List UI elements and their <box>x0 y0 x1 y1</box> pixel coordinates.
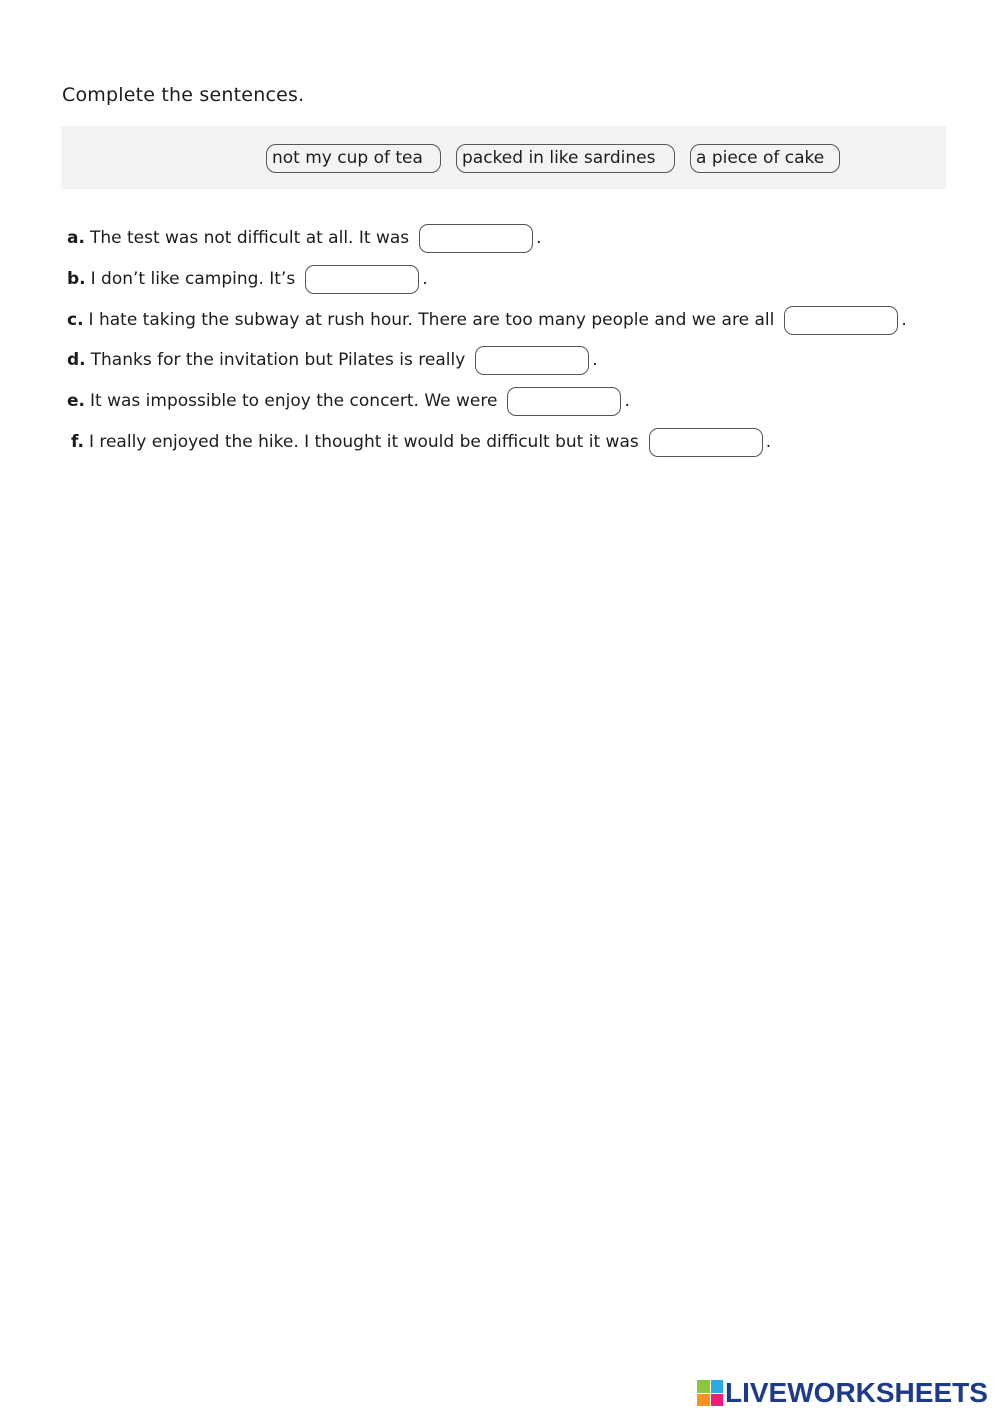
sentence-text: I don’t like camping. It’s <box>90 269 296 289</box>
sentence-d <box>67 345 598 375</box>
sentence-end: . <box>422 269 428 289</box>
sentence-a <box>67 223 542 253</box>
sentence-text: I hate taking the subway at rush hour. There are too many people and we are all <box>88 310 775 330</box>
sentence-c <box>67 305 907 335</box>
answer-drop-box-d[interactable] <box>475 346 589 375</box>
answer-drop-box-b[interactable] <box>305 265 419 294</box>
sentence-letter: b. <box>67 269 86 289</box>
answer-drop-box-f[interactable] <box>649 428 763 457</box>
sentence-end: . <box>592 350 598 370</box>
brand-wordmark: LIVEWORKSHEETS <box>725 1377 988 1408</box>
sentence-text: The test was not difficult at all. It was <box>89 228 410 248</box>
sentence-e <box>67 386 630 416</box>
sentence-end: . <box>765 432 772 452</box>
sentence-text: It was impossible to enjoy the concert. We were <box>90 391 498 411</box>
answer-drop-box-e[interactable] <box>507 387 621 416</box>
answer-drop-box-a[interactable] <box>419 224 533 253</box>
sentence-letter: f. <box>71 432 84 452</box>
sentence-f <box>71 427 771 457</box>
sentence-letter: e. <box>67 391 85 411</box>
instruction-heading: Complete the sentences. <box>62 84 305 106</box>
word-chip-packed-in-like-sardines[interactable]: packed in like sardines <box>456 144 675 173</box>
sentence-letter: c. <box>67 310 84 330</box>
liveworksheets-brand <box>697 1376 988 1410</box>
word-chip-a-piece-of-cake[interactable]: a piece of cake <box>690 144 840 173</box>
sentence-b <box>67 264 428 294</box>
sentence-text: I really enjoyed the hike. I thought it would be difficult but it was <box>88 432 639 452</box>
sentence-end: . <box>901 310 907 330</box>
liveworksheets-logo-icon <box>697 1380 723 1406</box>
answer-drop-box-c[interactable] <box>784 306 898 335</box>
sentence-end: . <box>624 391 630 411</box>
sentence-letter: a. <box>67 228 85 248</box>
sentence-letter: d. <box>67 350 86 370</box>
sentence-text: Thanks for the invitation but Pilates is really <box>90 350 466 370</box>
word-chip-not-my-cup-of-tea[interactable]: not my cup of tea <box>266 144 441 173</box>
word-bank <box>61 126 946 189</box>
sentence-end: . <box>536 228 542 248</box>
